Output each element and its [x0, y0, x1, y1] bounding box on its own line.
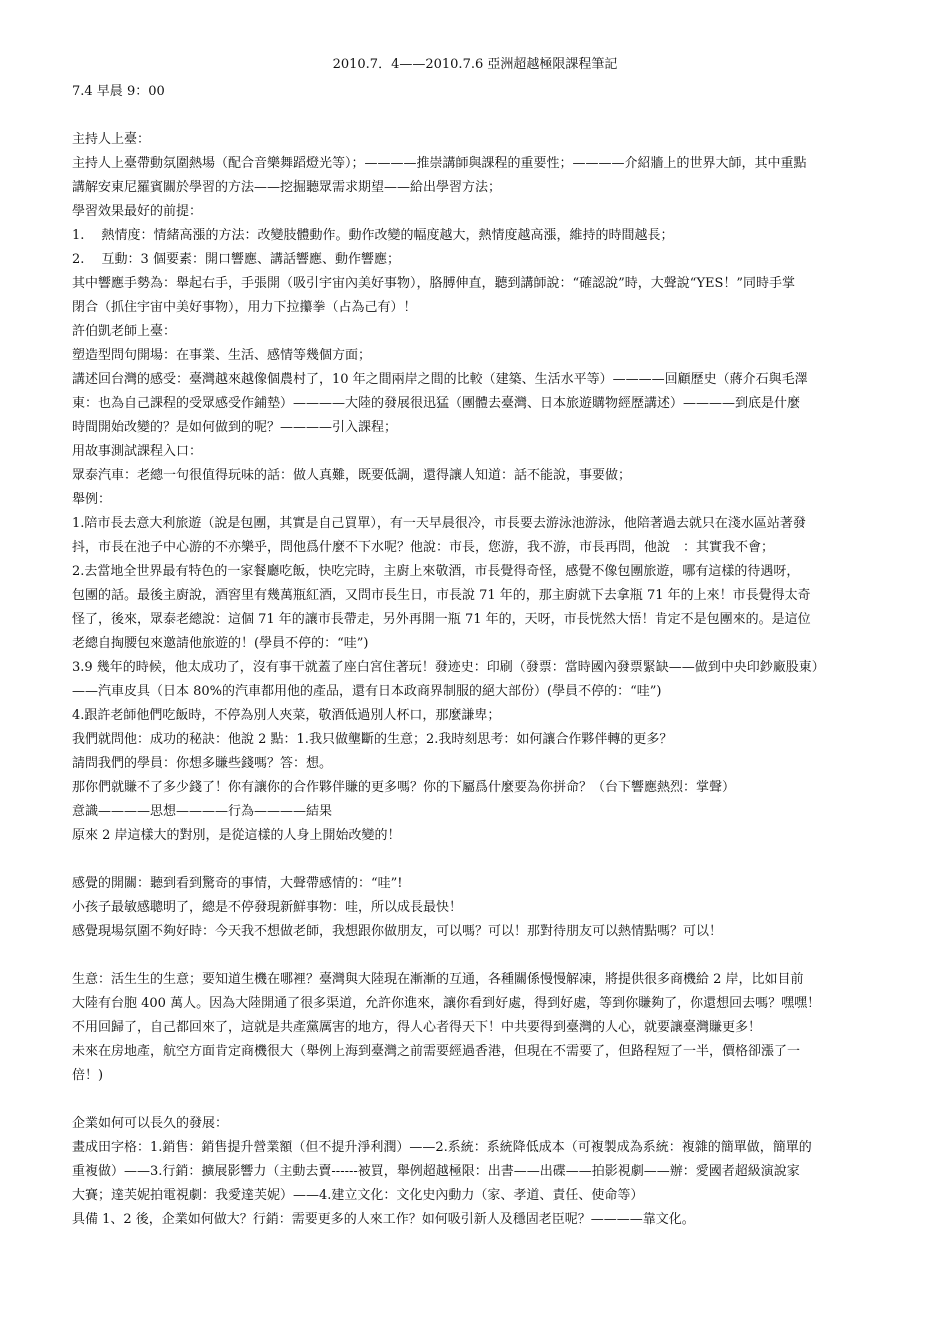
text-line: 我們就問他：成功的秘訣：他說 2 點：1.我只做壟斷的生意；2.我時刻思考：如何讓合作夥伴轉的更多？ — [72, 732, 673, 747]
text-line: 大陸有台胞 400 萬人。因為大陸開通了很多渠道，允許你進來，讓你看到好處，得到好處，等到你賺夠了，你還想回去嗎？嘿嘿！ — [72, 996, 821, 1011]
text-line: 抖，市長在池子中心游的不亦樂乎，問他爲什麼不下水呢？他說：市長，您游，我不游，市長再問，他說 ：其實我不會； — [72, 540, 775, 555]
paragraph — [72, 872, 880, 896]
paragraph — [72, 272, 880, 320]
text-line: 倍！) — [72, 1068, 104, 1083]
text-line: 大賽；達芙妮拍電視劇：我愛達芙妮）——4.建立文化：文化史內動力（家、孝道、責任、使命等） — [72, 1188, 644, 1203]
paragraph — [72, 800, 880, 824]
text-line: 請問我們的學員：你想多賺些錢嗎？答：想。 — [72, 756, 333, 771]
paragraph — [72, 488, 880, 512]
document-title: 2010.7．4——2010.7.6 亞洲超越極限課程筆記 — [332, 57, 618, 72]
text-line: 那你們就賺不了多少錢了！你有讓你的合作夥伴賺的更多嗎？你的下屬爲什麼要為你拼命？（台下響應熱烈：掌聲） — [72, 780, 736, 795]
blank-line — [72, 944, 880, 968]
paragraph — [72, 464, 880, 488]
text-line: 1. 熱情度：情緒高漲的方法：改變肢體動作。動作改變的幅度越大，熱情度越高漲，維持的時間越長； — [72, 228, 674, 243]
paragraph — [72, 224, 880, 248]
text-line: 未來在房地產，航空方面肯定商機很大（舉例上海到臺灣之前需要經過香港，但現在不需要了，但路程短了一半，價格卻漲了一 — [72, 1044, 801, 1059]
paragraph — [72, 320, 880, 344]
paragraph — [72, 128, 880, 152]
paragraph — [72, 704, 880, 728]
text-line: 其中響應手勢為：舉起右手，手張開（吸引宇宙內美好事物），胳膊伸直，聽到講師說：“確認說”時，大聲說“YES！”同時手掌 — [72, 276, 796, 291]
text-line: 7.4 早晨 9：00 — [72, 84, 165, 99]
paragraph — [72, 368, 880, 440]
text-line: 企業如何可以長久的發展： — [72, 1116, 229, 1131]
text-line: 怪了，後來，眾泰老總說：這個 71 年的讓市長帶走，另外再開一瓶 71 年的，天呀，市長恍然大悟！肯定不是包團來的。是這位 — [72, 612, 811, 627]
text-line: ——汽車皮具（日本 80%的汽車都用他的產品，還有日本政商界制服的絕大部份）(學員不停的：“哇”) — [72, 684, 662, 699]
text-line: 閉合（抓住宇宙中美好事物），用力下拉攥拳（占為己有）！ — [72, 300, 417, 315]
paragraph — [72, 1112, 880, 1136]
text-line: 具備 1、2 後，企業如何做大？行銷：需要更多的人來工作？如何吸引新人及穩固老臣呢？————靠文化。 — [72, 1212, 695, 1227]
paragraph — [72, 896, 880, 920]
text-line: 眾泰汽車：老總一句很值得玩味的話：做人真難，既要低調，還得讓人知道：話不能說，事要做； — [72, 468, 632, 483]
text-line: 感覺的開關：聽到看到驚奇的事情，大聲帶感情的：“哇”! — [72, 876, 403, 891]
paragraph — [72, 920, 880, 944]
paragraph — [72, 656, 880, 704]
text-line: 講解安東尼羅賓關於學習的方法——挖掘聽眾需求期望——給出學習方法； — [72, 180, 502, 195]
text-line: 感覺現場氛圍不夠好時：今天我不想做老師，我想跟你做朋友，可以嗎？可以！那對待朋友可以熱情點嗎？可以！ — [72, 924, 723, 939]
paragraph — [72, 1040, 880, 1088]
paragraph — [72, 200, 880, 224]
text-line: 塑造型問句開場：在事業、生活、感情等幾個方面； — [72, 348, 372, 363]
paragraph — [72, 728, 880, 752]
text-line: 意識————思想————行為————結果 — [72, 804, 333, 819]
blank-line — [72, 104, 880, 128]
text-line: 東：也為自己課程的受眾感受作鋪墊）————大陸的發展很迅猛（團體去臺灣、日本旅遊購物經歷講述）————到底是什麼 — [72, 396, 801, 411]
text-line: 講述回台灣的感受：臺灣越來越像個農村了，10 年之間兩岸之間的比較（建築、生活水平等）————回顧歷史（蔣介石與毛澤 — [72, 372, 808, 387]
text-line: 4.跟許老師他們吃飯時，不停為別人夾菜，敬酒低過別人杯口，那麼謙卑； — [72, 708, 501, 723]
text-line: 老總自掏腰包來邀請他旅遊的！(學員不停的：“哇”) — [72, 636, 369, 651]
paragraph — [72, 560, 880, 656]
paragraph — [72, 752, 880, 776]
text-line: 不用回歸了，自己都回來了，這就是共產黨厲害的地方，得人心者得天下！中共要得到臺灣的人心，就要讓臺灣賺更多！ — [72, 1020, 762, 1035]
text-line: 1.陪市長去意大利旅遊（說是包團，其實是自己買單），有一天早晨很冷，市長要去游泳池游泳，他陪著過去就只在淺水區站著發 — [72, 516, 806, 531]
text-line: 時間開始改變的？是如何做到的呢？————引入課程； — [72, 420, 398, 435]
text-line: 小孩子最敏感聰明了，總是不停發現新鮮事物：哇，所以成長最快！ — [72, 900, 463, 915]
paragraph — [72, 152, 880, 200]
text-line: 學習效果最好的前提： — [72, 204, 203, 219]
text-line: 3.9 幾年的時候，他太成功了，沒有事干就蓋了座白宮住著玩！發迹史：印刷（發票：當時國內發票緊缺——做到中央印鈔廠股東） — [72, 660, 825, 675]
text-line: 原來 2 岸這樣大的對別，是從這樣的人身上開始改變的！ — [72, 828, 401, 843]
text-line: 生意：活生生的生意；要知道生機在哪裡？臺灣與大陸現在漸漸的互通，各種關係慢慢解凍，將提供很多商機給 2 岸，比如目前 — [72, 972, 804, 987]
paragraph — [72, 968, 880, 1040]
text-line: 主持人上臺： — [72, 132, 151, 147]
paragraph — [72, 824, 880, 848]
text-line: 重複做）——3.行銷：擴展影響力（主動去賣------被買，舉例超越極限：出書——出碟——拍影視劇——辦：愛國者超級演說家 — [72, 1164, 800, 1179]
paragraph — [72, 248, 880, 272]
text-line: 主持人上臺帶動氛圍熱場（配合音樂舞蹈燈光等）；————推崇講師與課程的重要性；————介紹牆上的世界大師，其中重點 — [72, 156, 807, 171]
text-line: 用故事測試課程入口： — [72, 444, 203, 459]
paragraph — [72, 1208, 880, 1232]
text-line: 2. 互動：3 個要素：開口響應、講話響應、動作響應； — [72, 252, 400, 267]
text-line: 畫成田字格：1.銷售：銷售提升營業額（但不提升淨利潤）——2.系統：系統降低成本（可複製成為系統：複雜的簡單做，簡單的 — [72, 1140, 812, 1155]
paragraph — [72, 440, 880, 464]
paragraph — [72, 776, 880, 800]
text-line: 許伯凱老師上臺： — [72, 324, 177, 339]
text-line: 包團的話。最後主廚說，酒窖里有幾萬瓶紅酒，又問市長生日，市長說 71 年的，那主廚就下去拿瓶 71 年的上來！市長覺得太奇 — [72, 588, 811, 603]
paragraph — [72, 80, 880, 104]
paragraph — [72, 344, 880, 368]
document-body — [72, 80, 880, 1232]
text-line: 2.去當地全世界最有特色的一家餐廳吃飯，快吃完時，主廚上來敬酒，市長覺得奇怪，感覺不像包團旅遊，哪有這樣的待遇呀， — [72, 564, 800, 579]
paragraph — [72, 1136, 880, 1208]
text-line: 舉例： — [72, 492, 112, 507]
paragraph — [72, 512, 880, 560]
blank-line — [72, 848, 880, 872]
blank-line — [72, 1088, 880, 1112]
